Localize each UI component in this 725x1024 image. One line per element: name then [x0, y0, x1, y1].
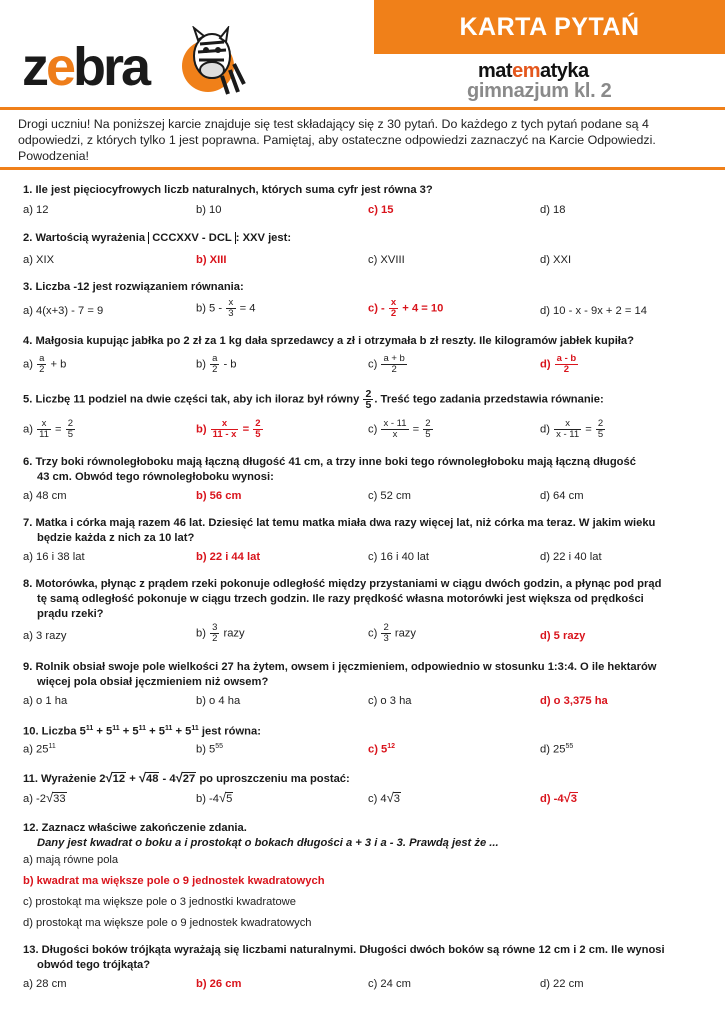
q2-answer-b[interactable]: b) XIII	[196, 254, 227, 266]
q5-answer-d[interactable]: d) $\frac{x}{x - 11}$ = $\frac{2}{5}$	[540, 418, 604, 440]
card-title: KARTA PYTAŃ	[459, 13, 640, 41]
q13-answer-a[interactable]: a) 28 cm	[23, 978, 67, 990]
q7-answer-b[interactable]: b) 22 i 44 lat	[196, 551, 261, 563]
q4-answer-c[interactable]: c) $\frac{a + b}{2}$	[368, 353, 405, 375]
q1-answer-d[interactable]: d) 18	[540, 204, 566, 216]
question-9: 9. Rolnik obsiał swoje pole wielkości 27 ha żytem, owsem i jęczmieniem, odpowiednio w stosunku 1:3:4. O ile hektarów więcej pola obsiał jęczmieniem niż owsem?	[23, 661, 657, 688]
q4-answer-a[interactable]: a) $\frac{a}{2}$ + b	[23, 353, 67, 375]
intro-text: Drogi uczniu! Na poniższej karcie znajduje się test składający się z 30 pytań. Do każdego z tych pytań podane są 4 odpowiedzi, z których tylko 1 jest poprawna. Pamiętaj, aby ostateczne odpowiedzi zaznaczyć na Karcie Odpowiedzi. Powodzenia!	[18, 117, 656, 163]
grade-level: gimnazjum kl. 2	[467, 80, 612, 102]
q5-answer-c[interactable]: c) $\frac{x - 11}{x}$ = $\frac{2}{5}$	[368, 418, 431, 440]
q12-answer-a[interactable]: a) mają równe pola	[23, 854, 119, 866]
q3-answer-c[interactable]: c) - $\frac{x}{2}$ + 4 = 10	[368, 297, 444, 319]
divider-top	[0, 107, 725, 110]
q9-answer-b[interactable]: b) o 4 ha	[196, 695, 241, 707]
logo-letter-e: e	[46, 37, 74, 97]
q2-answer-a[interactable]: a) XIX	[23, 254, 55, 266]
q10-answer-d[interactable]: d) $25^{55}$	[540, 743, 574, 756]
q1-answer-a[interactable]: a) 12	[23, 204, 49, 216]
logo-letter-z: z	[22, 37, 46, 97]
q11-answer-c[interactable]: c) 4√3	[368, 790, 401, 805]
question-4: 4. Małgosia kupując jabłka po 2 zł za 1 kg dała sprzedawcy a zł i otrzymała b zł reszty. Ile kilogramów jabłek kupiła?	[23, 335, 634, 347]
q6-answer-d[interactable]: d) 64 cm	[540, 490, 584, 502]
q4-answer-d[interactable]: d) $\frac{a - b}{2}$	[540, 353, 577, 375]
zebra-logo	[22, 36, 148, 98]
q3-answer-d[interactable]: d) 10 - x - 9x + 2 = 14	[540, 305, 647, 317]
q6-answer-b[interactable]: b) 56 cm	[196, 490, 242, 502]
q7-answer-d[interactable]: d) 22 i 40 lat	[540, 551, 602, 563]
q5-answer-a[interactable]: a) $\frac{x}{11}$ = $\frac{2}{5}$	[23, 418, 73, 440]
q5-answer-b[interactable]: b) $\frac{x}{11 - x}$ = $\frac{2}{5}$	[196, 418, 261, 440]
question-13: 13. Długości boków trójkąta wyrażają się liczbami naturalnymi. Długości dwóch boków są równe 12 cm i 2 cm. Ile wynosi obwód tego trójkąta?	[23, 944, 665, 971]
q10-answer-a[interactable]: a) $25^{11}$	[23, 743, 56, 756]
q9-answer-a[interactable]: a) o 1 ha	[23, 695, 68, 707]
q9-answer-c[interactable]: c) o 3 ha	[368, 695, 412, 707]
q12-answer-b[interactable]: b) kwadrat ma większe pole o 9 jednostek kwadratowych	[23, 875, 325, 887]
question-6: 6. Trzy boki równoległoboku mają łączną długość 41 cm, a trzy inne boki tego równoległoboku mają łączną długość 43 cm. Obwód tego równoległoboku wynosi:	[23, 456, 636, 483]
q11-answer-a[interactable]: a) -2√33	[23, 790, 66, 805]
q11-answer-d[interactable]: d) -4√3	[540, 790, 577, 805]
subject-title: matematyka	[478, 60, 589, 82]
q1-answer-c[interactable]: c) 15	[368, 204, 394, 216]
zebra-mascot-icon	[172, 26, 248, 96]
question-2: 2. Wartością wyrażenia CCCXXV - DCL : XXV jest:	[23, 232, 292, 244]
absolute-value-expr: CCCXXV - DCL	[148, 232, 236, 244]
question-8: 8. Motorówka, płynąc z prądem rzeki pokonuje odległość między przystaniami w ciągu dwóch godzin, a płynąc pod prąd tę samą odległość pokonuje w ciągu trzech godzin. Ile razy prędkość własna motorówki jest większa od prędkości prądu rzeki?	[23, 578, 662, 620]
q7-answer-c[interactable]: c) 16 i 40 lat	[368, 551, 429, 563]
q1-answer-b[interactable]: b) 10	[196, 204, 222, 216]
q10-answer-b[interactable]: b) $5^{55}$	[196, 743, 224, 756]
q9-answer-d[interactable]: d) o 3,375 ha	[540, 695, 608, 707]
logo-letters-bra: bra	[73, 37, 149, 97]
question-7: 7. Matka i córka mają razem 46 lat. Dziesięć lat temu matka miała dwa razy więcej lat, niż córka ma teraz. W jakim wieku będzie każda z nich za 10 lat?	[23, 517, 656, 544]
q13-answer-b[interactable]: b) 26 cm	[196, 978, 242, 990]
q3-answer-a[interactable]: a) 4(x+3) - 7 = 9	[23, 305, 104, 317]
q12-answer-d[interactable]: d) prostokąt ma większe pole o 9 jednostek kwadratowych	[23, 917, 312, 929]
question-10: 10. Liczba $5^{11} + 5^{11} + 5^{11} + 5^{11} + 5^{11}$ jest równa:	[23, 725, 261, 738]
q4-answer-b[interactable]: b) $\frac{a}{2}$ - b	[196, 353, 237, 375]
q10-answer-c[interactable]: c) $5^{12}$	[368, 743, 396, 756]
q13-answer-d[interactable]: d) 22 cm	[540, 978, 584, 990]
q12-answer-c[interactable]: c) prostokąt ma większe pole o 3 jednostki kwadratowe	[23, 896, 296, 908]
question-5: 5. Liczbę 11 podziel na dwie części tak, aby ich iloraz był równy $\frac{2}{5}$ . Treść tego zadania przedstawia równanie:	[23, 388, 604, 411]
q2-answer-d[interactable]: d) XXI	[540, 254, 572, 266]
question-11: 11. Wyrażenie 2√12 + √48 - 4√27 po uproszczeniu ma postać:	[23, 770, 350, 785]
question-3: 3. Liczba -12 jest rozwiązaniem równania:	[23, 281, 244, 293]
question-1: 1. Ile jest pięciocyfrowych liczb naturalnych, których suma cyfr jest równa 3?	[23, 184, 433, 196]
q11-answer-b[interactable]: b) -4√5	[196, 790, 233, 805]
q7-answer-a[interactable]: a) 16 i 38 lat	[23, 551, 85, 563]
q3-answer-b[interactable]: b) 5 - $\frac{x}{3}$ = 4	[196, 297, 256, 319]
q8-answer-c[interactable]: c) $\frac{2}{3}$ razy	[368, 622, 416, 644]
divider-bottom	[0, 167, 725, 170]
q8-answer-b[interactable]: b) $\frac{3}{2}$ razy	[196, 622, 245, 644]
q8-answer-d[interactable]: d) 5 razy	[540, 630, 586, 642]
q6-answer-c[interactable]: c) 52 cm	[368, 490, 411, 502]
q8-answer-a[interactable]: a) 3 razy	[23, 630, 67, 642]
q2-answer-c[interactable]: c) XVIII	[368, 254, 405, 266]
q13-answer-c[interactable]: c) 24 cm	[368, 978, 411, 990]
q6-answer-a[interactable]: a) 48 cm	[23, 490, 67, 502]
question-12: 12. Zaznacz właściwe zakończenie zdania. Dany jest kwadrat o boku a i prostokąt o bokach długości a + 3 i a - 3. Prawdą jest że ...	[23, 822, 499, 849]
